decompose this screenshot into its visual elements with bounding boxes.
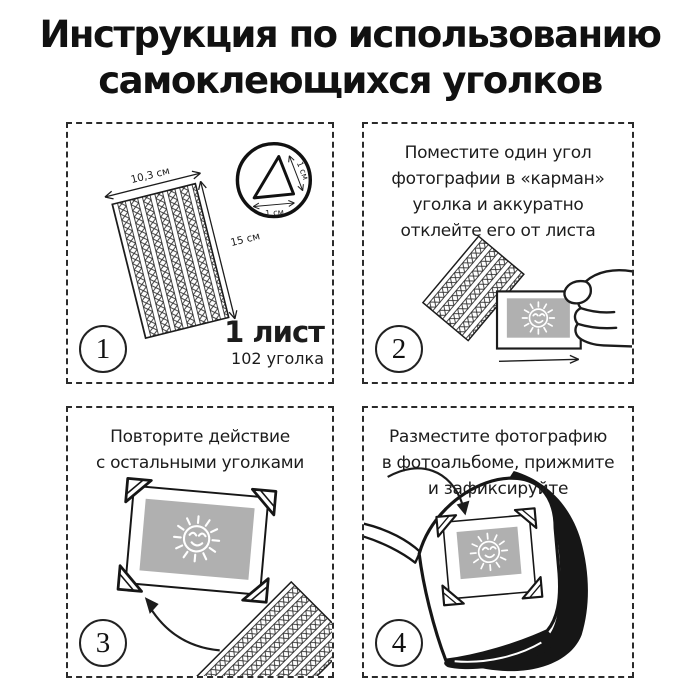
caption-line: в фотоальбоме, прижмите	[381, 453, 615, 473]
corner-sheet-icon	[112, 184, 228, 338]
height-dimension-label: 15 см	[229, 230, 262, 250]
caption-line: отклейте его от листа	[400, 221, 596, 241]
step-number-2: 2	[391, 332, 407, 365]
caption-line: Поместите один угол	[404, 143, 592, 163]
step-number-1: 1	[95, 332, 111, 365]
caption-line: уголка и аккуратно	[412, 195, 584, 215]
step-4-panel	[362, 406, 634, 678]
step-number-4: 4	[391, 626, 407, 659]
page-title	[0, 12, 700, 104]
step-4-caption	[368, 424, 628, 502]
step-number-badge-1	[79, 325, 127, 373]
sheet-quantity-block	[224, 316, 324, 370]
step-number-badge-2	[375, 325, 423, 373]
corner-detail-icon	[237, 144, 314, 220]
caption-line: фотографии в «карман»	[391, 169, 605, 189]
corners-count-label: 102 уголка	[231, 349, 324, 368]
step-number-3: 3	[95, 626, 111, 659]
caption-line: Повторите действие	[110, 427, 290, 447]
step-number-badge-3	[79, 619, 127, 667]
photo-icon	[436, 508, 542, 605]
page-title-line2: самоклеющихся уголков	[98, 59, 602, 102]
corner-side-label: 1 см	[294, 159, 312, 182]
page-title-line1: Инструкция по использованию	[39, 13, 661, 56]
step-number-badge-4	[375, 619, 423, 667]
step-3-panel	[66, 406, 334, 678]
pull-arrow-icon	[499, 355, 579, 363]
step-2-panel	[362, 122, 634, 384]
photo-icon	[118, 478, 276, 602]
curved-arrow-icon	[145, 597, 220, 650]
step-1-panel	[66, 122, 334, 384]
corner-bottom-label: 1 см	[264, 206, 285, 219]
album-left-page	[364, 523, 420, 562]
caption-line: с остальными уголками	[95, 453, 305, 473]
sheet-count-label: 1 лист	[224, 315, 324, 349]
step-3-caption	[72, 424, 328, 476]
step-2-caption	[368, 140, 628, 244]
caption-line: и зафиксируйте	[427, 479, 569, 499]
width-dimension-label: 10,3 см	[129, 164, 172, 187]
caption-line: Разместите фотографию	[388, 427, 608, 447]
